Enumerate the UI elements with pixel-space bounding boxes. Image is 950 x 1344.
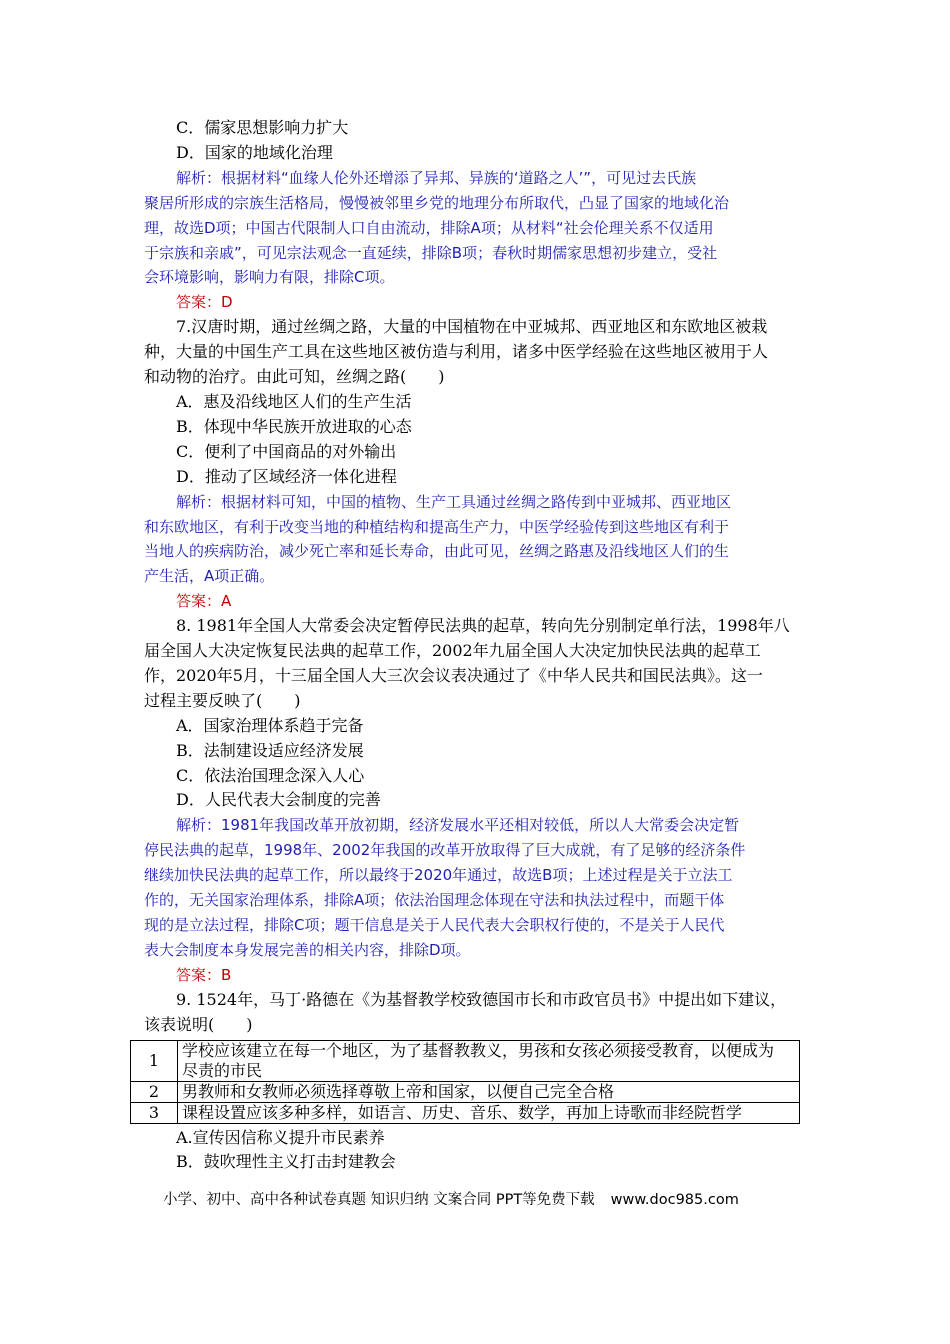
q8-option-c: C．依法治国理念深入人心 xyxy=(176,765,365,785)
table-cell-line: 学校应该建立在每一个地区，为了基督教教义，男孩和女孩必须接受教育，以便成为 xyxy=(182,1040,775,1060)
q7-analysis-line: 产生活，A项正确。 xyxy=(144,567,275,586)
q9-option-b: B．鼓吹理性主义打击封建教会 xyxy=(176,1152,396,1172)
q6-analysis-line: 理，故选D项；中国古代限制人口自由流动，排除A项；从材料“社会伦理关系不仅适用 xyxy=(144,218,714,237)
table-cell-text xyxy=(178,1102,800,1123)
q8-analysis-line: 作的，无关国家治理体系，排除A项；依法治国理念体现在守法和执法过程中，而题干体 xyxy=(144,891,725,910)
q9-option-a: A.宣传因信称义提升市民素养 xyxy=(176,1127,385,1147)
table-cell-line: 课程设置应该多种多样，如语言、历史、音乐、数学，再加上诗歌而非经院哲学 xyxy=(182,1102,743,1122)
q9-stem-line: 该表说明( ) xyxy=(144,1014,253,1034)
table-row xyxy=(131,1081,800,1102)
q7-analysis-line: 当地人的疾病防治，减少死亡率和延长寿命，由此可见，丝绸之路惠及沿线地区人们的生 xyxy=(144,542,730,561)
footer-url[interactable]: www.doc985.com xyxy=(610,1192,739,1208)
q8-option-b: B．法制建设适应经济发展 xyxy=(176,740,364,760)
q6-option-d: D．国家的地域化治理 xyxy=(176,142,333,162)
table-cell-number: 1 xyxy=(131,1040,178,1081)
q9-stem-line: 9. 1524年，马丁·路德在《为基督教学校致德国市长和市政官员书》中提出如下建议， xyxy=(176,989,787,1009)
table-cell-line: 男教师和女教师必须选择尊敬上帝和国家，以便自己完全合格 xyxy=(182,1081,615,1101)
q8-stem-line: 8. 1981年全国人大常委会决定暂停民法典的起草，转向先分别制定单行法，1998年八 xyxy=(176,616,790,636)
q7-option-b: B．体现中华民族开放进取的心态 xyxy=(176,416,412,436)
q8-stem-line: 过程主要反映了( ) xyxy=(144,690,301,710)
q7-option-d: D．推动了区域经济一体化进程 xyxy=(176,466,397,486)
q6-analysis-line: 会环境影响，影响力有限，排除C项。 xyxy=(144,268,395,287)
q7-stem-line: 和动物的治疗。由此可知，丝绸之路( ) xyxy=(144,367,445,387)
footer-text: 小学、初中、高中各种试卷真题 知识归纳 文案合同 PPT等免费下载 xyxy=(163,1192,595,1208)
table-row xyxy=(131,1040,800,1081)
q6-analysis-line: 于宗族和亲戚”，可见宗法观念一直延续，排除B项；春秋时期儒家思想初步建立，受社 xyxy=(144,243,718,262)
q7-option-a: A．惠及沿线地区人们的生产生活 xyxy=(176,391,412,411)
page-footer xyxy=(163,1188,739,1209)
q7-option-c: C．便利了中国商品的对外输出 xyxy=(176,441,397,461)
table-cell-number: 3 xyxy=(131,1102,178,1123)
q8-analysis-line: 现的是立法过程，排除C项；题干信息是关于人民代表大会职权行使的，不是关于人民代 xyxy=(144,916,725,934)
q8-analysis-line: 继续加快民法典的起草工作，所以最终于2020年通过，故选B项；上述过程是关于立法工 xyxy=(144,866,733,885)
q7-stem-line: 种，大量的中国生产工具在这些地区被仿造与利用，诸多中医学经验在这些地区被用于人 xyxy=(144,342,769,362)
table-cell-line: 尽责的市民 xyxy=(182,1060,263,1080)
document-body xyxy=(144,116,808,1175)
q6-option-c: C．儒家思想影响力扩大 xyxy=(176,118,349,137)
table-cell-number: 2 xyxy=(131,1081,178,1102)
table-cell-text xyxy=(178,1040,800,1081)
q8-analysis-line: 解析：1981年我国改革开放初期，经济发展水平还相对较低，所以人大常委会决定暂 xyxy=(176,816,740,835)
q6-analysis-line: 解析：根据材料“血缘人伦外还增添了异邦、异族的‘道路之人’”，可见过去氏族 xyxy=(176,168,697,187)
q7-analysis-line: 和东欧地区，有利于改变当地的种植结构和提高生产力，中医学经验传到这些地区有利于 xyxy=(144,517,730,536)
q8-option-d: D．人民代表大会制度的完善 xyxy=(176,790,381,810)
q7-answer: 答案：A xyxy=(176,592,232,611)
q8-answer: 答案：B xyxy=(176,965,232,984)
q7-stem-line: 7.汉唐时期，通过丝绸之路，大量的中国植物在中亚城邦、西亚地区和东欧地区被栽 xyxy=(176,317,768,337)
q8-stem-line: 作，2020年5月，十三届全国人大三次会议表决通过了《中华人民共和国民法典》。这一 xyxy=(144,665,763,685)
q6-analysis-line: 聚居所形成的宗族生活格局，慢慢被邻里乡党的地理分布所取代，凸显了国家的地域化治 xyxy=(144,193,730,212)
q8-analysis-line: 停民法典的起草，1998年、2002年我国的改革开放取得了巨大成就，有了足够的经济条件 xyxy=(144,841,746,860)
table-cell-text xyxy=(178,1081,800,1102)
q8-stem-line: 届全国人大决定恢复民法典的起草工作，2002年九届全国人大决定加快民法典的起草工 xyxy=(144,641,761,661)
q9-table xyxy=(130,1040,800,1124)
q6-answer: 答案：D xyxy=(176,293,233,312)
q8-analysis-line: 表大会制度本身发展完善的相关内容，排除D项。 xyxy=(144,940,471,959)
q8-option-a: A．国家治理体系趋于完备 xyxy=(176,715,364,735)
q7-analysis-line: 解析：根据材料可知，中国的植物、生产工具通过丝绸之路传到中亚城邦、西亚地区 xyxy=(176,492,732,511)
table-row xyxy=(131,1102,800,1123)
